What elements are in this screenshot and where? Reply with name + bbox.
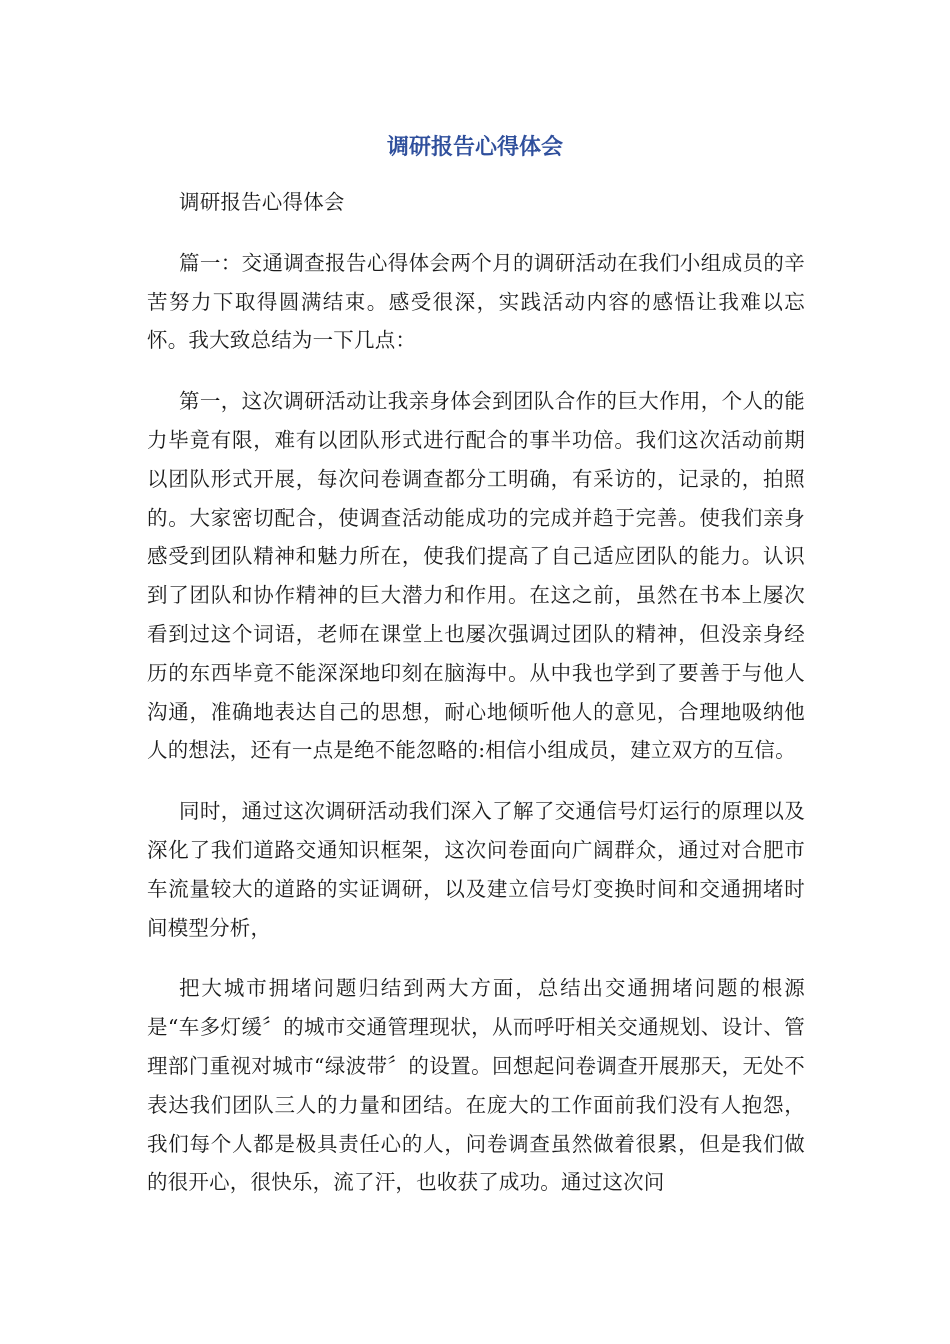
paragraph: 篇一：交通调查报告心得体会两个月的调研活动在我们小组成员的辛苦努力下取得圆满结束。感受很深，实践活动内容的感悟让我难以忘怀。我大致总结为一下几点： <box>147 250 805 353</box>
paragraph: 同时，通过这次调研活动我们深入了解了交通信号灯运行的原理以及深化了我们道路交通知识框架，这次问卷面向广阔群众，通过对合肥市车流量较大的道路的实证调研，以及建立信号灯变换时间和交通拥堵时间模型分析， <box>147 799 805 940</box>
paragraph: 把大城市拥堵问题归结到两大方面，总结出交通拥堵问题的根源是“车多灯缓〞的城市交通管理现状，从而呼吁相关交通规划、设计、管理部门重视对城市“绿波带〞的设置。回想起问卷调查开展那天，无处不表达我们团队三人的力量和团结。在庞大的工作面前我们没有人抱怨，我们每个人都是极具责任心的人，问卷调查虽然做着很累，但是我们做的很开心，很快乐，流了汗，也收获了成功。通过这次问 <box>147 976 805 1195</box>
document-body <box>147 183 805 1224</box>
document-subtitle: 调研报告心得体会 <box>179 190 345 214</box>
document-title: 调研报告心得体会 <box>386 135 563 160</box>
paragraph: 第一，这次调研活动让我亲身体会到团队合作的巨大作用，个人的能力毕竟有限，难有以团队形式进行配合的事半功倍。我们这次活动前期以团队形式开展，每次问卷调查都分工明确，有采访的，记录的，拍照的。大家密切配合，使调查活动能成功的完成并趋于完善。使我们亲身感受到团队精神和魅力所在，使我们提高了自己适应团队的能力。认识到了团队和协作精神的巨大潜力和作用。在这之前，虽然在书本上屡次看到过这个词语，老师在课堂上也屡次强调过团队的精神，但没亲身经历的东西毕竟不能深深地印刻在脑海中。从中我也学到了要善于与他人沟通，准确地表达自己的思想，耐心地倾听他人的意见，合理地吸纳他人的想法，还有一点是绝不能忽略的:相信小组成员，建立双方的互信。 <box>147 389 805 763</box>
